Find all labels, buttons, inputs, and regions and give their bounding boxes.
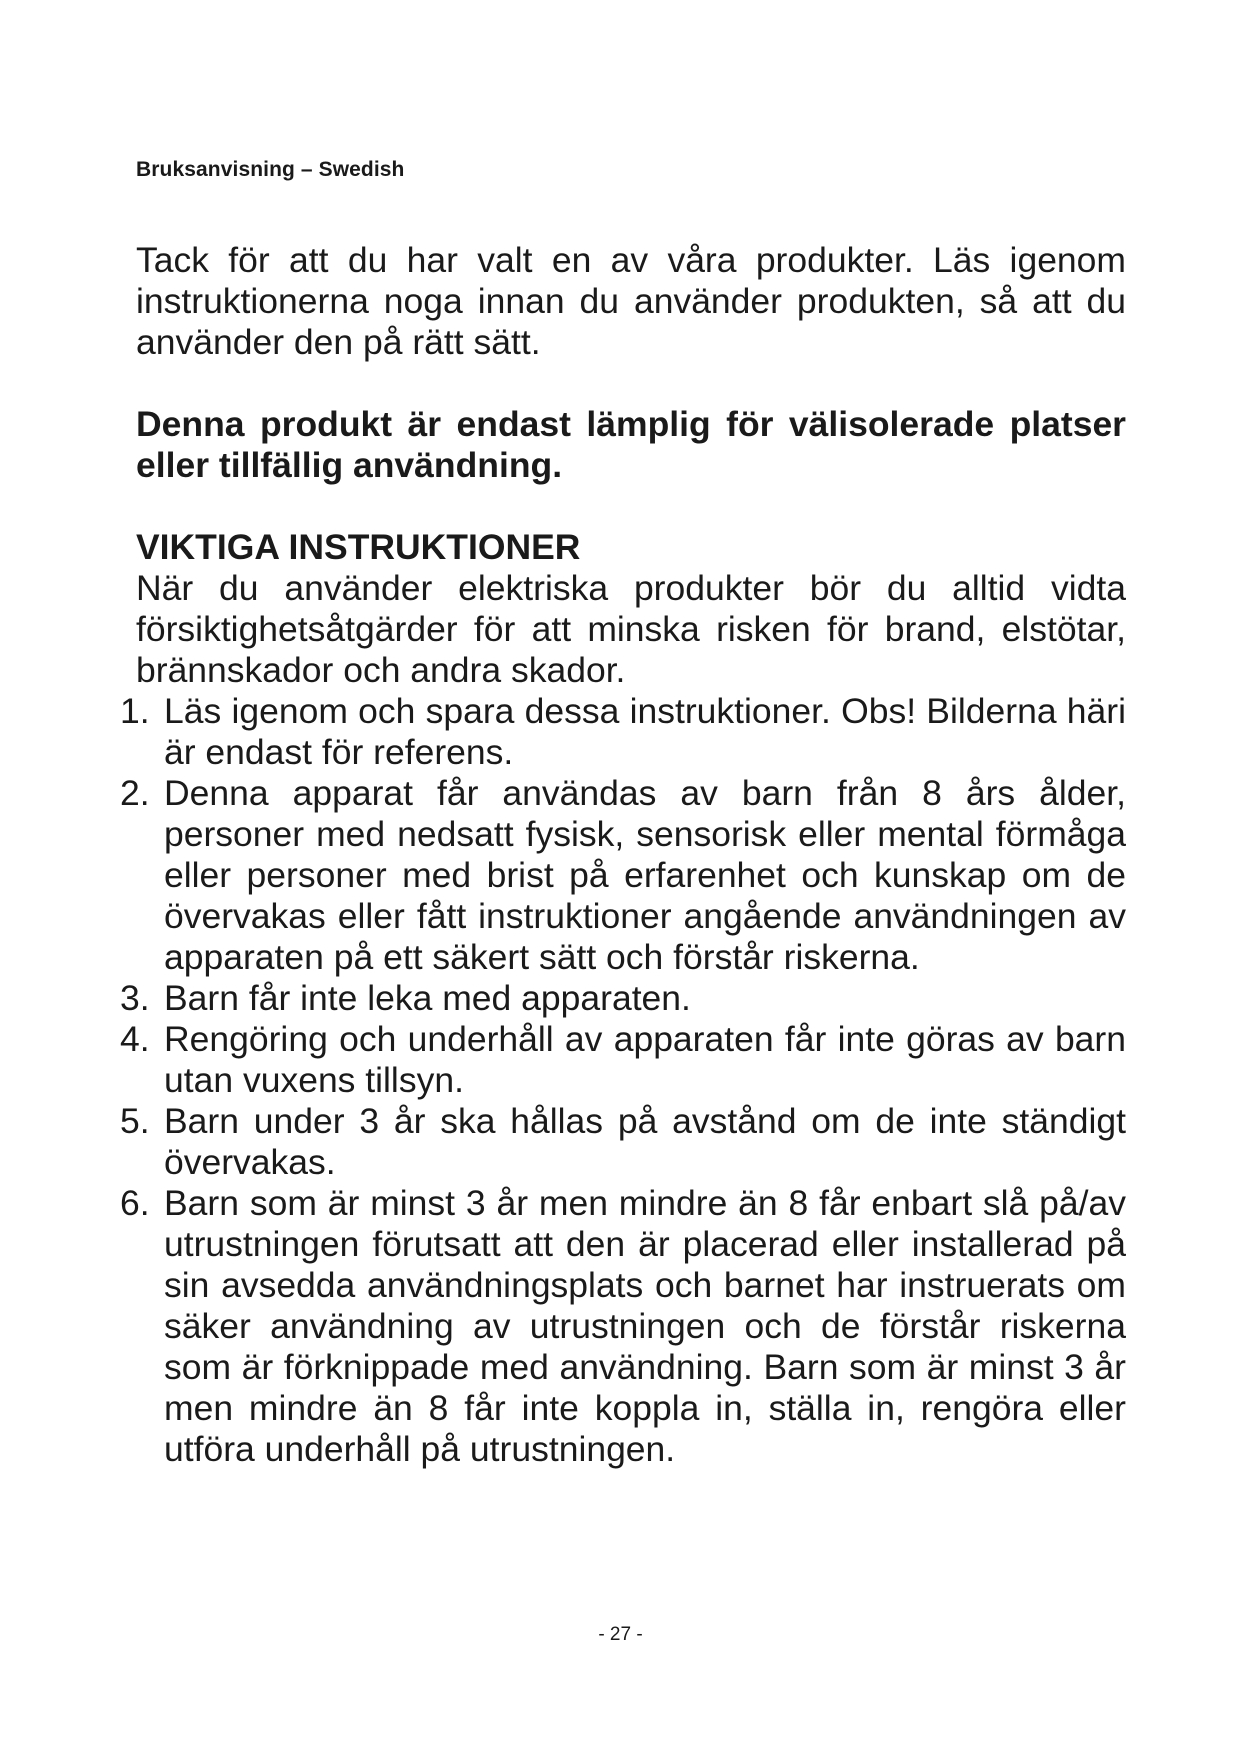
instruction-list <box>120 691 1126 1470</box>
list-item-number: 1. <box>120 691 150 731</box>
list-item-text: Barn som är minst 3 år men mindre än 8 får enbart slå på/av utrustningen förutsatt att den är placerad eller installerad på sin avsedda användningsplats och barnet har instruerats om säker användning av utrustningen och de förstår riskerna som är förknippade med användning. Barn som är minst 3 år men mindre än 8 får inte koppla in, ställa in, rengöra eller utföra underhåll på utrustningen. <box>164 1183 1126 1469</box>
list-item-number: 5. <box>120 1101 150 1141</box>
list-item-text: Barn får inte leka med apparaten. <box>164 978 691 1018</box>
manual-language-header: Bruksanvisning – Swedish <box>136 158 405 181</box>
list-item-text: Barn under 3 år ska hållas på avstånd om de inte ständigt övervakas. <box>164 1101 1126 1182</box>
list-item-number: 3. <box>120 978 150 1018</box>
list-item-number: 6. <box>120 1183 150 1223</box>
section-lead: När du använder elektriska produkter bör du alltid vidta försiktighetsåtgärder för att minska risken för brand, elstötar, brännskador och andra skador. <box>136 568 1126 690</box>
list-item-text: Läs igenom och spara dessa instruktioner. Obs! Bilderna häri är endast för referens. <box>164 691 1126 772</box>
list-item-text: Denna apparat får användas av barn från 8 års ålder, personer med nedsatt fysisk, sensorisk eller mental förmåga eller personer med brist på erfarenhet och kunskap om de övervakas eller fått instruktioner angående användningen av apparaten på ett säkert sätt och förstår riskerna. <box>164 773 1126 977</box>
list-item <box>120 1101 1126 1183</box>
usage-warning: Denna produkt är endast lämplig för välisolerade platser eller tillfällig användning. <box>136 404 1126 485</box>
list-item <box>120 1183 1126 1470</box>
list-item-number: 4. <box>120 1019 150 1059</box>
list-item-number: 2. <box>120 773 150 813</box>
list-item <box>120 691 1126 773</box>
list-item <box>120 978 1126 1019</box>
list-item <box>120 1019 1126 1101</box>
intro-paragraph: Tack för att du har valt en av våra produkter. Läs igenom instruktionerna noga innan du använder produkten, så att du använder den på rätt sätt. <box>136 240 1126 362</box>
list-item-text: Rengöring och underhåll av apparaten får inte göras av barn utan vuxens tillsyn. <box>164 1019 1126 1100</box>
page-content <box>120 240 1126 1470</box>
section-title: VIKTIGA INSTRUKTIONER <box>136 527 581 567</box>
list-item <box>120 773 1126 978</box>
page-number: - 27 - <box>598 1624 643 1645</box>
